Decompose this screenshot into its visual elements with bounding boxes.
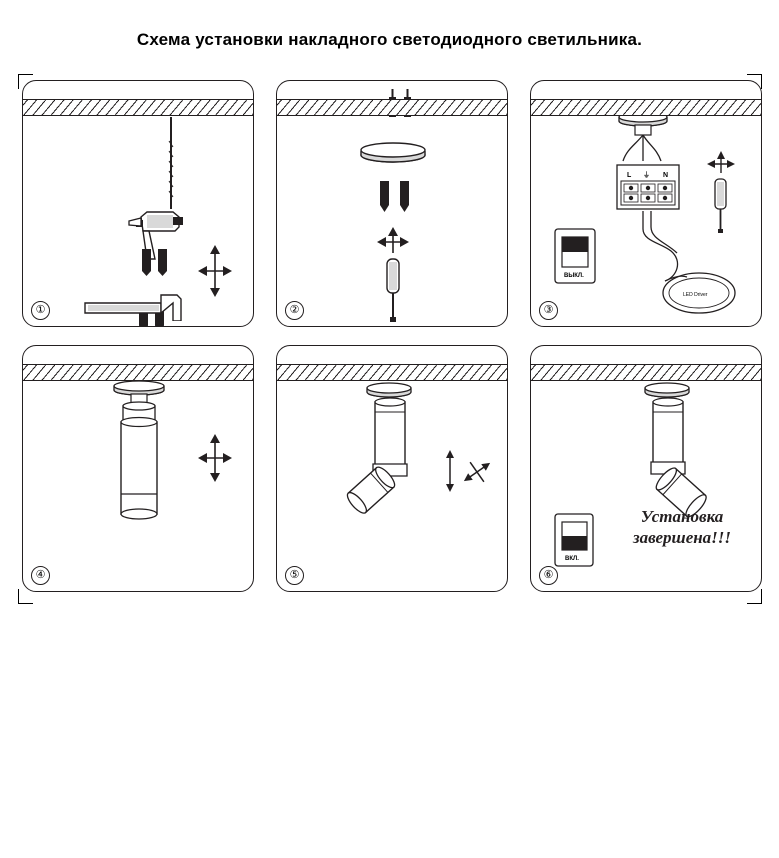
screwdriver-arrow-icon bbox=[198, 434, 232, 482]
rotate-arrows-icon bbox=[446, 450, 454, 492]
screwdriver-icon bbox=[707, 151, 735, 233]
hammer-icon bbox=[85, 295, 181, 321]
luminaire-tilt-icon bbox=[345, 383, 411, 516]
mounting-plate-icon bbox=[361, 143, 425, 162]
step-panel-3 bbox=[530, 80, 762, 327]
step-panel-2 bbox=[276, 80, 508, 327]
step-2-illustration bbox=[277, 81, 507, 326]
luminaire-tilt-icon bbox=[645, 383, 709, 519]
led-driver-label: LED Driver bbox=[683, 292, 708, 298]
step-badge: ③ bbox=[539, 301, 558, 320]
step-panel-1 bbox=[22, 80, 254, 327]
screws-icon bbox=[380, 181, 409, 212]
step-panel-5 bbox=[276, 345, 508, 592]
step-4-illustration bbox=[23, 346, 253, 591]
step-badge: ② bbox=[285, 301, 304, 320]
step-5-illustration bbox=[277, 346, 507, 591]
ceiling-hatch-icon bbox=[23, 99, 253, 116]
steps-grid bbox=[22, 80, 760, 605]
step-panel-4 bbox=[22, 345, 254, 592]
step-6-illustration bbox=[531, 346, 761, 591]
terminal-label-n: N bbox=[663, 172, 669, 179]
step-badge: ⑥ bbox=[539, 566, 558, 585]
screwdriver-arrow-icon bbox=[457, 453, 497, 491]
screwdriver-icon bbox=[377, 227, 409, 322]
drill-bit-icon bbox=[169, 117, 173, 209]
terminal-label-ground: ⏚ bbox=[643, 172, 650, 179]
ceiling-hatch-icon bbox=[277, 364, 507, 381]
switch-label: ВКЛ. bbox=[565, 556, 579, 562]
ceiling-hatch-icon bbox=[531, 364, 761, 381]
ceiling-hatch-icon bbox=[531, 99, 761, 116]
ceiling-hatch-icon bbox=[277, 99, 507, 116]
dowel-pair-icon bbox=[142, 249, 167, 276]
luminaire-icon bbox=[114, 381, 164, 519]
step-badge: ⑤ bbox=[285, 566, 304, 585]
switch-label: ВЫКЛ. bbox=[564, 273, 584, 279]
terminal-label-l: L bbox=[627, 172, 632, 179]
completion-text: Установка завершена!!! bbox=[632, 507, 732, 547]
ceiling-hatch-icon bbox=[23, 364, 253, 381]
step-panel-6 bbox=[530, 345, 762, 592]
step-3-illustration bbox=[531, 81, 761, 326]
step-badge: ① bbox=[31, 301, 50, 320]
hammer-illustration bbox=[23, 241, 253, 321]
step-badge: ④ bbox=[31, 566, 50, 585]
page-title: Схема установки накладного светодиодного светильника. bbox=[136, 30, 643, 49]
wires-icon bbox=[623, 135, 661, 161]
